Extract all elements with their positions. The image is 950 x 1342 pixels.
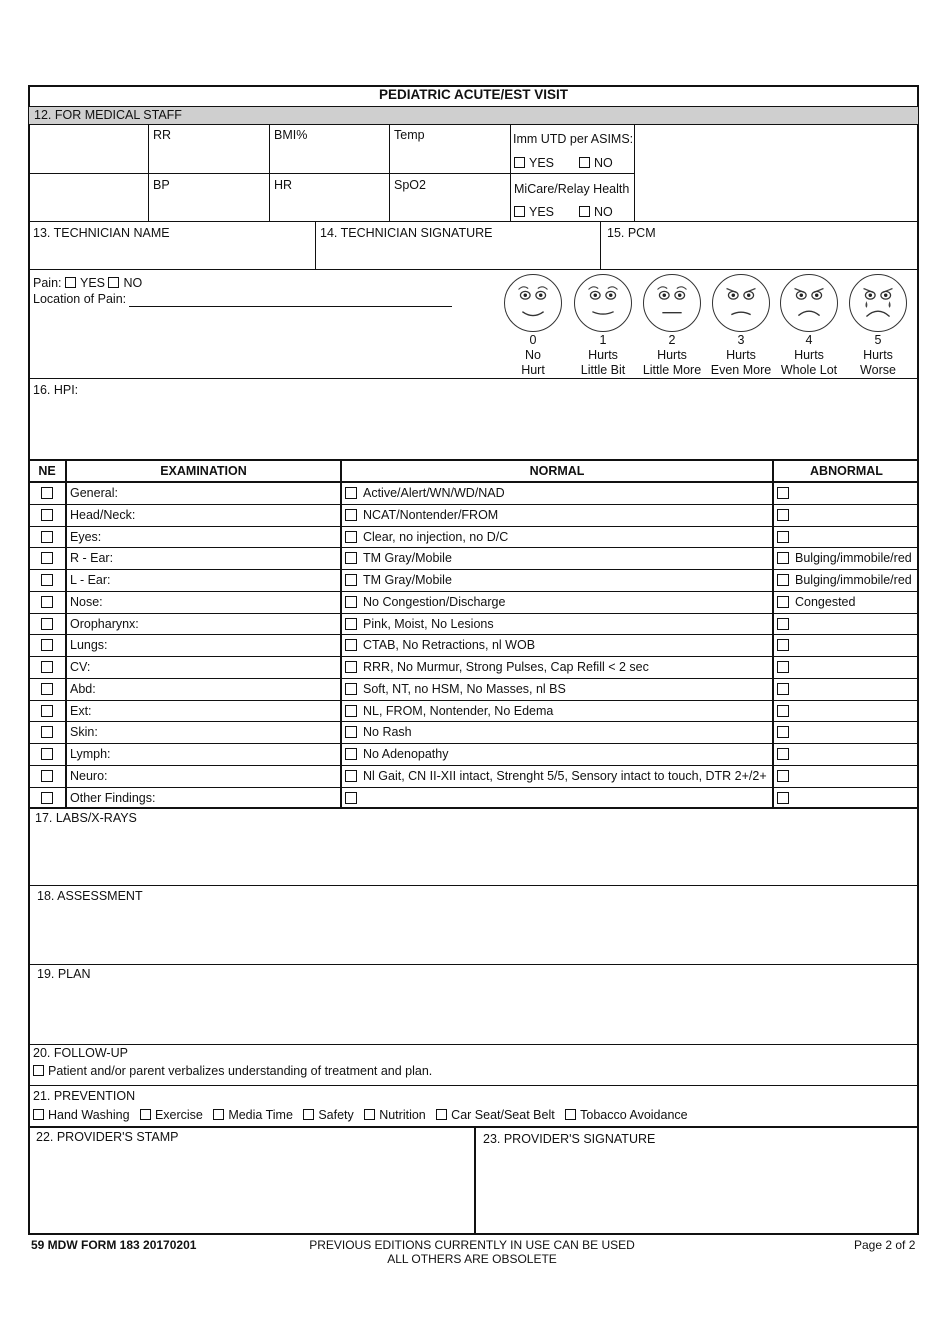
- ne-checkbox[interactable]: [41, 639, 53, 651]
- temp-label: Temp: [394, 128, 425, 142]
- divider: [29, 526, 918, 527]
- prevention-checkbox[interactable]: [303, 1109, 314, 1120]
- exam-normal-text: Nl Gait, CN II-XII intact, Strenght 5/5, Sensory intact to touch, DTR 2+/2+: [363, 769, 767, 783]
- abnormal-checkbox[interactable]: [777, 661, 789, 673]
- divider: [315, 222, 316, 270]
- pain-yes-checkbox[interactable]: [65, 277, 76, 288]
- technician-name-label: 13. TECHNICIAN NAME: [33, 226, 170, 240]
- pain-no-checkbox[interactable]: [108, 277, 119, 288]
- imm-no-checkbox[interactable]: [579, 157, 590, 168]
- prevention-checkbox[interactable]: [213, 1109, 224, 1120]
- normal-checkbox[interactable]: [345, 683, 357, 695]
- exam-row-label: Neuro:: [70, 769, 108, 783]
- prevention-label-safety: Safety: [318, 1108, 354, 1122]
- prevention-checkbox[interactable]: [140, 1109, 151, 1120]
- divider: [29, 481, 918, 483]
- micare-yes[interactable]: [514, 205, 554, 219]
- micare-label: MiCare/Relay Health: [514, 182, 630, 196]
- abnormal-checkbox[interactable]: [777, 683, 789, 695]
- prevention-label-nutrition: Nutrition: [379, 1108, 426, 1122]
- exam-normal-text: Soft, NT, no HSM, No Masses, nl BS: [363, 682, 566, 696]
- abnormal-checkbox[interactable]: [777, 487, 789, 499]
- normal-checkbox[interactable]: [345, 552, 357, 564]
- prevention-checkbox[interactable]: [33, 1109, 44, 1120]
- followup-text: Patient and/or parent verbalizes understanding of treatment and plan.: [48, 1064, 433, 1078]
- pain-scale-label: [769, 333, 849, 378]
- normal-checkbox[interactable]: [345, 618, 357, 630]
- abnormal-checkbox[interactable]: [777, 705, 789, 717]
- plan-label: 19. PLAN: [37, 967, 91, 981]
- exam-row-label: Lymph:: [70, 747, 111, 761]
- pain-scale-text: Hurts: [726, 348, 756, 362]
- ne-header: NE: [38, 464, 56, 478]
- exam-row-label: Head/Neck:: [70, 508, 136, 522]
- pain-scale-text: Little More: [642, 363, 702, 377]
- exam-normal-text: No Rash: [363, 725, 412, 739]
- ne-checkbox[interactable]: [41, 661, 53, 673]
- bp-label: BP: [153, 178, 170, 192]
- micare-no-label: NO: [594, 205, 613, 219]
- divider: [600, 222, 601, 270]
- pain-location-line[interactable]: [129, 306, 452, 307]
- pain-no-label: NO: [123, 276, 143, 290]
- exam-normal-text: TM Gray/Mobile: [363, 551, 452, 565]
- pain-face-icon: [574, 274, 632, 332]
- pain-scale-number: 3: [737, 333, 745, 347]
- pain-location-label: Location of Pain:: [33, 292, 127, 306]
- abnormal-checkbox[interactable]: [777, 639, 789, 651]
- exam-abnormal-text: Congested: [795, 595, 856, 609]
- abnormal-checkbox[interactable]: [777, 792, 789, 804]
- bmi-label: BMI%: [274, 128, 308, 142]
- ne-checkbox[interactable]: [41, 748, 53, 760]
- followup-item[interactable]: [33, 1064, 432, 1078]
- exam-row-label: Lungs:: [70, 638, 108, 652]
- exam-row-label: General:: [70, 486, 118, 500]
- pain-scale-text: Worse: [860, 363, 896, 377]
- prevention-label-hand-washing: Hand Washing: [48, 1108, 130, 1122]
- hr-label: HR: [274, 178, 293, 192]
- abnormal-checkbox[interactable]: [777, 596, 789, 608]
- divider: [29, 721, 918, 722]
- exam-normal-text: No Adenopathy: [363, 747, 449, 761]
- exam-row-label: Nose:: [70, 595, 103, 609]
- imm-yes[interactable]: [514, 156, 554, 170]
- rr-label: RR: [153, 128, 172, 142]
- abnormal-checkbox[interactable]: [777, 531, 789, 543]
- ne-checkbox[interactable]: [41, 792, 53, 804]
- prevention-items: [33, 1108, 688, 1122]
- pain-scale-text: No: [525, 348, 541, 362]
- abnormal-checkbox[interactable]: [777, 770, 789, 782]
- divider: [29, 1044, 918, 1045]
- divider: [29, 787, 918, 788]
- pain-scale-label: [632, 333, 712, 378]
- abnormal-checkbox[interactable]: [777, 574, 789, 586]
- pcm-label: 15. PCM: [607, 226, 656, 240]
- abnormal-checkbox[interactable]: [777, 748, 789, 760]
- divider: [29, 459, 918, 461]
- hpi-label: 16. HPI:: [33, 383, 79, 397]
- pain-scale-label: [563, 333, 643, 378]
- ne-checkbox[interactable]: [41, 531, 53, 543]
- divider: [29, 547, 918, 548]
- exam-normal-text: TM Gray/Mobile: [363, 573, 452, 587]
- divider: [29, 656, 918, 657]
- ne-checkbox[interactable]: [41, 726, 53, 738]
- micare-yes-checkbox[interactable]: [514, 206, 525, 217]
- pain-face-icon: [849, 274, 907, 332]
- ne-checkbox[interactable]: [41, 487, 53, 499]
- abnormal-checkbox[interactable]: [777, 618, 789, 630]
- abnormal-header: ABNORMAL: [810, 464, 883, 478]
- ne-checkbox[interactable]: [41, 618, 53, 630]
- prevention-item[interactable]: [33, 1108, 130, 1122]
- divider: [29, 378, 918, 379]
- prevention-item[interactable]: [364, 1108, 426, 1122]
- divider: [29, 964, 918, 965]
- pain-scale-number: 0: [529, 333, 537, 347]
- pain-scale-label: [838, 333, 918, 378]
- abnormal-checkbox[interactable]: [777, 509, 789, 521]
- pain-face-icon: [780, 274, 838, 332]
- pain-scale-number: 4: [805, 333, 813, 347]
- exam-row-label: Ext:: [70, 704, 92, 718]
- micare-no[interactable]: [579, 205, 613, 219]
- divider: [29, 743, 918, 744]
- divider: [29, 221, 918, 222]
- exam-normal-text: No Congestion/Discharge: [363, 595, 506, 609]
- prevention-label-car-seat: Car Seat/Seat Belt: [451, 1108, 555, 1122]
- pain-face-icon: [643, 274, 701, 332]
- footer-line-2: ALL OTHERS ARE OBSOLETE: [387, 1252, 557, 1266]
- divider: [474, 1127, 476, 1235]
- pain-scale-text: Hurts: [794, 348, 824, 362]
- footer-line-1: PREVIOUS EDITIONS CURRENTLY IN USE CAN BE USED: [309, 1238, 635, 1252]
- followup-label: 20. FOLLOW-UP: [33, 1046, 128, 1060]
- divider: [29, 173, 635, 174]
- pain-row: [33, 276, 142, 290]
- exam-row-label: Skin:: [70, 725, 98, 739]
- pain-scale-number: 2: [668, 333, 676, 347]
- pain-scale-text: Even More: [710, 363, 772, 377]
- ne-checkbox[interactable]: [41, 574, 53, 586]
- divider: [29, 634, 918, 635]
- exam-normal-text: Active/Alert/WN/WD/NAD: [363, 486, 505, 500]
- exam-abnormal-text: Bulging/immobile/red: [795, 551, 912, 565]
- prevention-item[interactable]: [436, 1108, 555, 1122]
- pain-scale-text: Hurts: [863, 348, 893, 362]
- divider: [29, 1085, 918, 1086]
- page-number: Page 2 of 2: [854, 1238, 916, 1252]
- divider: [29, 269, 918, 270]
- pain-label: Pain:: [33, 276, 62, 290]
- exam-row-label: Oropharynx:: [70, 617, 139, 631]
- normal-checkbox[interactable]: [345, 596, 357, 608]
- pain-scale-label: [493, 333, 573, 378]
- divider: [29, 700, 918, 701]
- pain-yes-label: YES: [79, 276, 105, 290]
- ne-checkbox[interactable]: [41, 705, 53, 717]
- divider: [29, 569, 918, 570]
- followup-checkbox[interactable]: [33, 1065, 44, 1076]
- imm-yes-checkbox[interactable]: [514, 157, 525, 168]
- pain-face-icon: [712, 274, 770, 332]
- ne-checkbox[interactable]: [41, 770, 53, 782]
- prevention-label-exercise: Exercise: [154, 1108, 203, 1122]
- normal-checkbox[interactable]: [345, 726, 357, 738]
- divider: [29, 678, 918, 679]
- exam-normal-text: RRR, No Murmur, Strong Pulses, Cap Refill < 2 sec: [363, 660, 649, 674]
- exam-row-label: Eyes:: [70, 530, 102, 544]
- normal-checkbox[interactable]: [345, 531, 357, 543]
- divider: [29, 613, 918, 614]
- imm-yes-label: YES: [529, 156, 555, 170]
- staff-header: 12. FOR MEDICAL STAFF: [34, 108, 182, 122]
- technician-signature-label: 14. TECHNICIAN SIGNATURE: [320, 226, 493, 240]
- normal-checkbox[interactable]: [345, 748, 357, 760]
- labs-label: 17. LABS/X-RAYS: [35, 811, 137, 825]
- divider: [29, 765, 918, 766]
- normal-checkbox[interactable]: [345, 487, 357, 499]
- exam-row-label: Other Findings:: [70, 791, 156, 805]
- form-title: PEDIATRIC ACUTE/EST VISIT: [378, 87, 568, 102]
- prevention-item[interactable]: [565, 1108, 688, 1122]
- exam-normal-text: NL, FROM, Nontender, No Edema: [363, 704, 554, 718]
- exam-normal-text: Clear, no injection, no D/C: [363, 530, 509, 544]
- pain-scale-number: 1: [599, 333, 607, 347]
- pain-scale-number: 5: [874, 333, 882, 347]
- divider: [29, 504, 918, 505]
- exam-row-label: L - Ear:: [70, 573, 111, 587]
- micare-no-checkbox[interactable]: [579, 206, 590, 217]
- provider-signature-label: 23. PROVIDER'S SIGNATURE: [483, 1132, 656, 1146]
- normal-checkbox[interactable]: [345, 509, 357, 521]
- pain-scale-text: Little Bit: [580, 363, 626, 377]
- ne-checkbox[interactable]: [41, 552, 53, 564]
- normal-checkbox[interactable]: [345, 661, 357, 673]
- normal-checkbox[interactable]: [345, 705, 357, 717]
- exam-abnormal-text: Bulging/immobile/red: [795, 573, 912, 587]
- examination-header: EXAMINATION: [160, 464, 247, 478]
- exam-normal-text: NCAT/Nontender/FROM: [363, 508, 499, 522]
- exam-row-label: R - Ear:: [70, 551, 114, 565]
- pain-face-icon: [504, 274, 562, 332]
- prevention-item[interactable]: [213, 1108, 293, 1122]
- normal-checkbox[interactable]: [345, 792, 357, 804]
- divider: [29, 885, 918, 886]
- prevention-checkbox[interactable]: [565, 1109, 576, 1120]
- normal-header: NORMAL: [529, 464, 585, 478]
- divider: [29, 591, 918, 592]
- micare-yes-label: YES: [529, 205, 555, 219]
- prevention-item[interactable]: [140, 1108, 203, 1122]
- spo2-label: SpO2: [394, 178, 426, 192]
- abnormal-checkbox[interactable]: [777, 726, 789, 738]
- assessment-label: 18. ASSESSMENT: [37, 889, 143, 903]
- prevention-checkbox[interactable]: [364, 1109, 375, 1120]
- prevention-label: 21. PREVENTION: [33, 1089, 136, 1103]
- provider-stamp-label: 22. PROVIDER'S STAMP: [36, 1130, 179, 1144]
- ne-checkbox[interactable]: [41, 683, 53, 695]
- imm-no[interactable]: [579, 156, 613, 170]
- prevention-label-media-time: Media Time: [228, 1108, 293, 1122]
- exam-normal-text: CTAB, No Retractions, nl WOB: [363, 638, 536, 652]
- pain-scale-text: Hurt: [521, 363, 545, 377]
- normal-checkbox[interactable]: [345, 639, 357, 651]
- pain-scale-text: Whole Lot: [780, 363, 838, 377]
- exam-row-label: Abd:: [70, 682, 96, 696]
- prevention-item[interactable]: [303, 1108, 353, 1122]
- divider: [29, 807, 918, 809]
- prevention-label-tobacco: Tobacco Avoidance: [580, 1108, 688, 1122]
- normal-checkbox[interactable]: [345, 574, 357, 586]
- ne-checkbox[interactable]: [41, 509, 53, 521]
- pain-scale-text: Hurts: [657, 348, 687, 362]
- imm-label: Imm UTD per ASIMS:: [513, 132, 634, 146]
- imm-no-label: NO: [594, 156, 613, 170]
- pain-scale-text: Hurts: [588, 348, 618, 362]
- ne-checkbox[interactable]: [41, 596, 53, 608]
- abnormal-checkbox[interactable]: [777, 552, 789, 564]
- exam-normal-text: Pink, Moist, No Lesions: [363, 617, 494, 631]
- exam-row-label: CV:: [70, 660, 91, 674]
- normal-checkbox[interactable]: [345, 770, 357, 782]
- prevention-checkbox[interactable]: [436, 1109, 447, 1120]
- form-number: 59 MDW FORM 183 20170201: [31, 1238, 197, 1252]
